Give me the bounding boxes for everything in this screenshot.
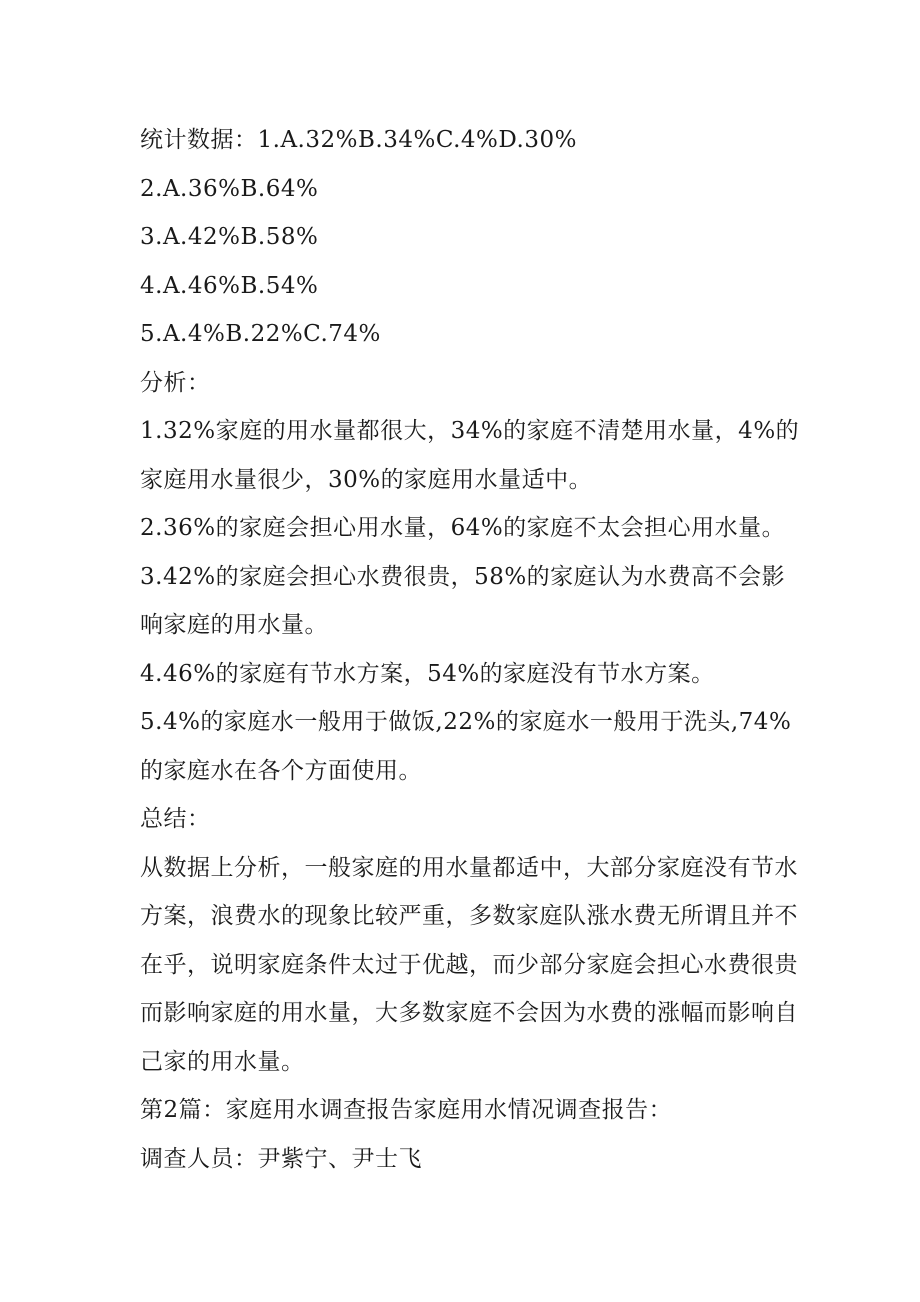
analysis-item-4: 4.46%的家庭有节水方案，54%的家庭没有节水方案。: [140, 660, 715, 687]
analysis-item-1: 1.32%家庭的用水量都很大，34%的家庭不清楚用水量，4%的家庭用水量很少，30%的家庭用水量适中。: [140, 418, 800, 493]
section-2-title: 第2篇：家庭用水调查报告家庭用水情况调查报告：: [140, 1097, 673, 1123]
analysis-item-5: 5.4%的家庭水一般用于做饭,22%的家庭水一般用于洗头,74%的家庭水在各个方面使用。: [140, 709, 792, 784]
analysis-item-2: 2.36%的家庭会担心用水量，64%的家庭不太会担心用水量。: [140, 515, 786, 541]
stats-line-4: 4.A.46%B.54%: [140, 272, 319, 299]
stats-line-5: 5.A.4%B.22%C.74%: [140, 321, 381, 347]
summary-heading: 总结：: [140, 806, 211, 832]
analysis-item-3: 3.42%的家庭会担心水费很贵，58%的家庭认为水费高不会影响家庭的用水量。: [140, 563, 786, 638]
stats-line-2: 2.A.36%B.64%: [140, 175, 319, 202]
summary-text: 从数据上分析，一般家庭的用水量都适中，大部分家庭没有节水方案，浪费水的现象比较严重，多数家庭队涨水费无所谓且并不在乎，说明家庭条件太过于优越，而少部分家庭会担心水费很贵而影响家庭的用水量，大多数家庭不会因为水费的涨幅而影响自己家的用水量。: [140, 854, 798, 1075]
document-body: [140, 116, 800, 1183]
stats-line-3: 3.A.42%B.58%: [140, 224, 319, 250]
analysis-heading: 分析：: [140, 369, 211, 396]
stats-line-1: 统计数据：1.A.32%B.34%C.4%D.30%: [140, 127, 577, 153]
investigators-line: 调查人员：尹紫宁、尹士飞: [140, 1145, 422, 1172]
